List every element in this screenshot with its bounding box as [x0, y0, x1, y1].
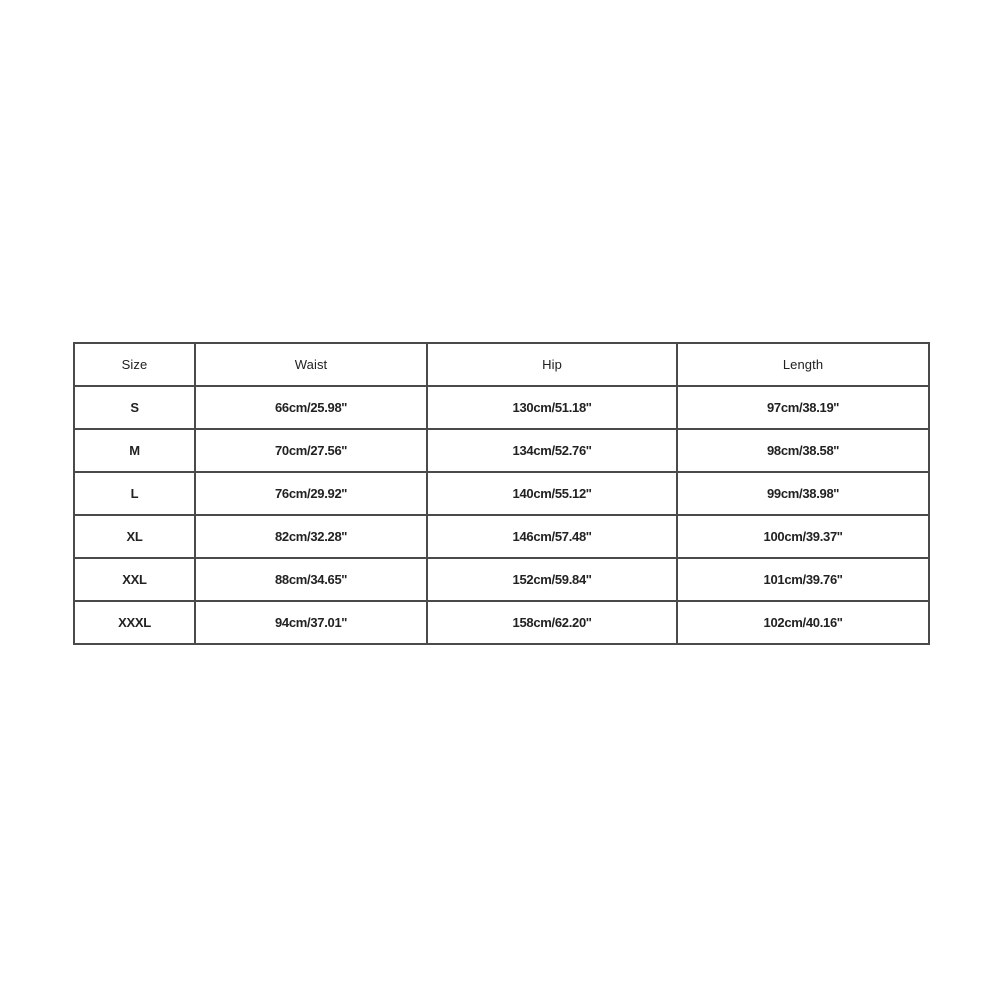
cell-waist: 70cm/27.56'' — [195, 429, 427, 472]
cell-waist: 76cm/29.92'' — [195, 472, 427, 515]
table-row — [74, 472, 929, 515]
cell-size: XXL — [74, 558, 195, 601]
cell-waist: 82cm/32.28'' — [195, 515, 427, 558]
table-body — [74, 386, 929, 644]
table-row — [74, 429, 929, 472]
cell-length: 99cm/38.98'' — [677, 472, 929, 515]
cell-waist: 66cm/25.98'' — [195, 386, 427, 429]
cell-length: 98cm/38.58'' — [677, 429, 929, 472]
cell-length: 101cm/39.76'' — [677, 558, 929, 601]
cell-hip: 130cm/51.18'' — [427, 386, 677, 429]
table-row — [74, 386, 929, 429]
header-row — [74, 343, 929, 386]
header-waist: Waist — [195, 343, 427, 386]
cell-length: 100cm/39.37'' — [677, 515, 929, 558]
cell-hip: 158cm/62.20'' — [427, 601, 677, 644]
cell-waist: 94cm/37.01'' — [195, 601, 427, 644]
cell-waist: 88cm/34.65'' — [195, 558, 427, 601]
cell-hip: 152cm/59.84'' — [427, 558, 677, 601]
cell-size: XXXL — [74, 601, 195, 644]
table-row — [74, 515, 929, 558]
cell-length: 97cm/38.19'' — [677, 386, 929, 429]
cell-length: 102cm/40.16'' — [677, 601, 929, 644]
table-header — [74, 343, 929, 386]
cell-hip: 140cm/55.12'' — [427, 472, 677, 515]
header-size: Size — [74, 343, 195, 386]
table-row — [74, 558, 929, 601]
size-chart-table — [73, 342, 930, 645]
cell-size: S — [74, 386, 195, 429]
cell-hip: 146cm/57.48'' — [427, 515, 677, 558]
cell-size: L — [74, 472, 195, 515]
cell-size: XL — [74, 515, 195, 558]
header-length: Length — [677, 343, 929, 386]
cell-size: M — [74, 429, 195, 472]
header-hip: Hip — [427, 343, 677, 386]
table-row — [74, 601, 929, 644]
cell-hip: 134cm/52.76'' — [427, 429, 677, 472]
